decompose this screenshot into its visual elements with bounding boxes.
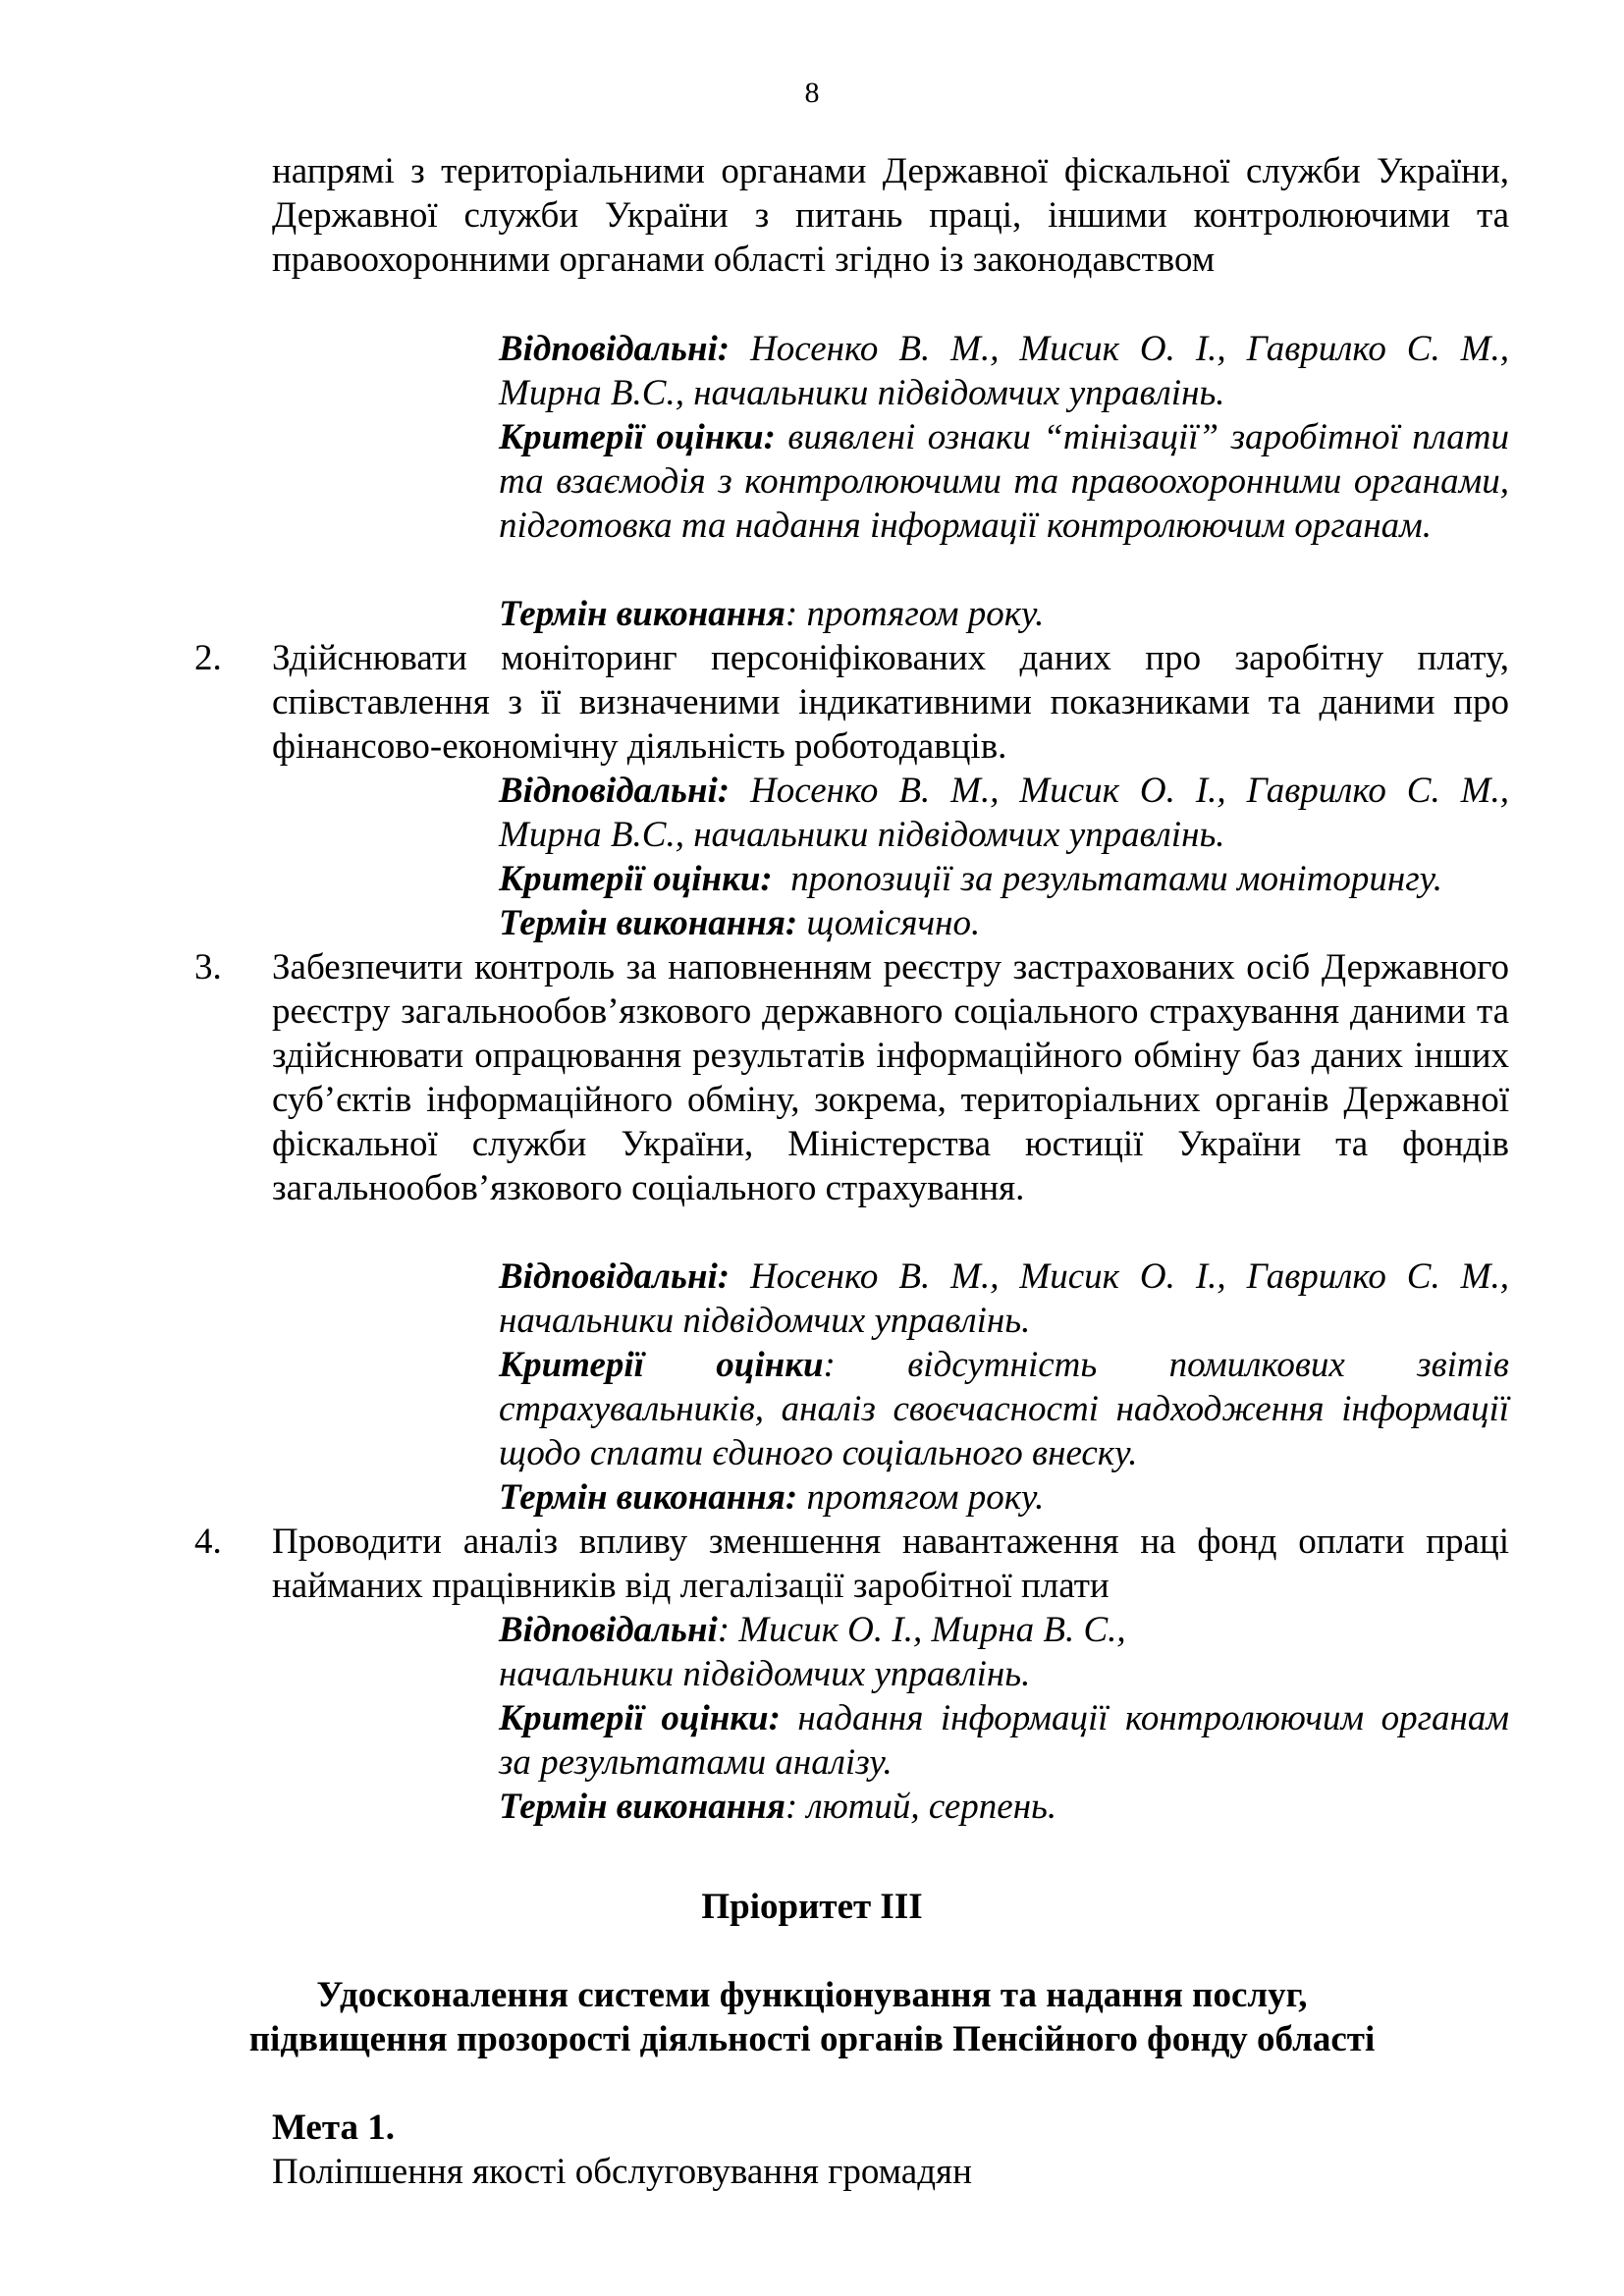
criteria-line [499,1696,1509,1785]
responsible-label: Відповідальні: [499,1256,731,1297]
term-line [499,901,1509,945]
priority-subtitle-line1: Удосконалення системи функціонування та надання послуг, [316,1975,1308,2015]
item-number: 2. [194,638,222,678]
intro-paragraph: напрямі з територіальними органами Державної фіскальної служби України, Державної служби України з питань праці, іншими контролюючими та правоохоронними органами області згідно із законодавством [272,151,1509,280]
criteria-line [499,415,1509,548]
priority-title: Пріоритет ІІІ [701,1887,923,1927]
term-label: Термін виконання [499,1787,785,1827]
criteria-line [499,857,1509,901]
priority-subtitle-line2: підвищення прозорості діяльності органів Пенсійного фонду області [248,2019,1376,2059]
criteria-text: відсутність помилкових звітів страхувальників, аналіз своєчасності надходження інформації щодо сплати єдиного соціального внеску. [499,1345,1509,1473]
responsible-line [499,327,1509,415]
item-number: 3. [194,947,222,988]
item-text: Забезпечити контроль за наповненням реєстру застрахованих осіб Державного реєстру загальнообов’язкового державного соціального страхування даними та здійснювати опрацювання результатів інформаційного обміну баз даних інших суб’єктів інформаційного обміну, зокрема, територіальних органів Державної фіскальної служби України, Міністерства юстиції України та фондів загальнообов’язкового соціального страхування. [272,947,1509,1208]
responsible-text: Носенко В. М., Мисик О. І., Гаврилко С. М., начальники підвідомчих управлінь. [499,1256,1509,1341]
term-label: Термін виконання: [499,903,798,943]
criteria-label: Критерії оцінки: [499,417,776,457]
responsible-line [499,769,1509,857]
criteria-text: надання інформації контролюючим органам за результатами аналізу. [499,1698,1510,1783]
responsible-label: Відповідальні [499,1610,718,1650]
responsible-line-2: начальники підвідомчих управлінь. [499,1654,1031,1694]
responsible-line: Відповідальні: Мисик О. І., Мирна В. С., [499,1610,1126,1650]
criteria-label: Критерії оцінки [499,1345,824,1385]
term-label: Термін виконання [499,594,785,634]
page-number: 8 [804,77,820,109]
criteria-label: Критерії оцінки: [499,859,773,899]
responsible-text: Носенко В. М., Мисик О. І., Гаврилко С. М., Мирна В.С., начальники підвідомчих управлінь. [499,771,1509,855]
term-text: протягом року. [806,594,1045,634]
term-text: протягом року. [806,1477,1045,1518]
term-line: Термін виконання: протягом року. [499,594,1045,634]
goal-text: Поліпшення якості обслуговування громадян [272,2152,972,2192]
term-text: лютий, серпень. [806,1787,1057,1827]
responsible-label: Відповідальні: [499,771,731,811]
criteria-label: Критерії оцінки: [499,1698,781,1738]
goal-title: Мета 1. [272,2108,395,2148]
item-text: Здійснювати моніторинг персоніфікованих даних про заробітну плату, співставлення з її визначеними індикативними показниками та даними про фінансово-економічну діяльність роботодавців. [272,638,1509,767]
item-text: Проводити аналіз впливу зменшення навантаження на фонд оплати праці найманих працівників від легалізації заробітної плати [272,1522,1509,1606]
responsible-line [499,1255,1509,1343]
responsible-text: Мисик О. І., Мирна В. С., [738,1610,1126,1650]
criteria-text: пропозиції за результатами моніторингу. [790,859,1443,899]
responsible-label: Відповідальні: [499,329,731,369]
term-text: щомісячно. [806,903,981,943]
term-line [499,1475,1509,1520]
responsible-text: Носенко В. М., Мисик О. І., Гаврилко С. М., Мирна В.С., начальники підвідомчих управлінь. [499,329,1509,413]
criteria-line: Критерії оцінки: відсутність помилкових звітів страхувальників, аналіз своєчасності надходження інформації щодо сплати єдиного соціального внеску. [499,1345,1509,1473]
item-number: 4. [194,1522,222,1562]
criteria-text: виявлені ознаки “тінізації” заробітної плати та взаємодія з контролюючими та правоохоронними органами, підготовка та надання інформації контролюючим органам. [499,417,1510,546]
term-line: Термін виконання: лютий, серпень. [499,1787,1057,1827]
term-label: Термін виконання: [499,1477,798,1518]
